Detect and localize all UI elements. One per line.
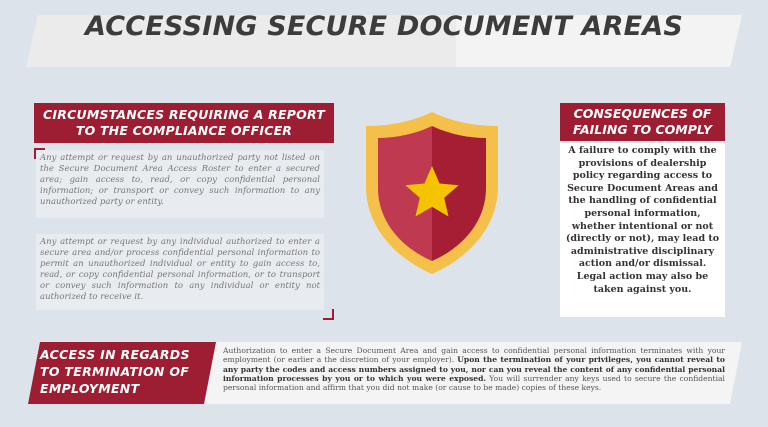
circumstance-item-1: Any attempt or request by an unauthorized party not listed on the Secure Document Area Access Roster to enter a secured area; gain access to, read, or copy confidential personal information; or transport or convey such information to any unauthorized party or entity. [36,150,324,218]
termination-body-part2: You will surrender any keys used to secure the confidential personal information and affirm that you did not make (or cause to be made) copies of these keys. [223,373,725,393]
termination-header-line3: EMPLOYMENT [40,381,140,396]
termination-header-line2: TO TERMINATION OF [40,364,190,379]
circumstances-header [34,103,334,143]
circumstance-item-2: Any attempt or request by any individual authorized to enter a secure area and/or process confidential personal information to permit an unauthorized individual or entity to gain access to, read, or copy confidential personal information, or to transport or convey such information to any individual or entity not authorized to receive it. [36,234,324,310]
shield-star-icon [360,108,504,278]
consequences-header-line1: CONSEQUENCES OF [573,106,712,121]
consequences-header-line2: FAILING TO COMPLY [573,122,712,137]
consequences-body: A failure to comply with the provisions of dealership policy regarding access to Secure Document Areas and the handling of confidential personal information, whether intentional or not (directly or not), may lead to administrative disciplinary action and/or dismissal. Legal action may also be taken against you. [560,143,725,317]
termination-header-line1: ACCESS IN REGARDS [40,347,190,362]
consequences-header [560,103,725,141]
corner-bracket-bottom-right [323,309,334,320]
circumstances-header-line1: CIRCUMSTANCES REQUIRING A REPORT [43,107,325,122]
circumstances-panel [34,148,334,320]
page-title: ACCESSING SECURE DOCUMENT AREAS [84,10,684,42]
termination-body-bold: Upon the termination of your privileges, you cannot reveal to any party the codes and access numbers assigned to you, nor can you reveal the content of any confidential personal information processes by you or to which you were exposed. [223,355,725,383]
termination-body [223,346,725,402]
termination-body-part1: Authorization to enter a Secure Document Area and gain access to confidential personal information terminates with your employment (or earlier a the discretion of your employer). [223,346,725,365]
termination-header [40,346,200,400]
circumstances-header-line2: TO THE COMPLIANCE OFFICER [75,123,293,138]
